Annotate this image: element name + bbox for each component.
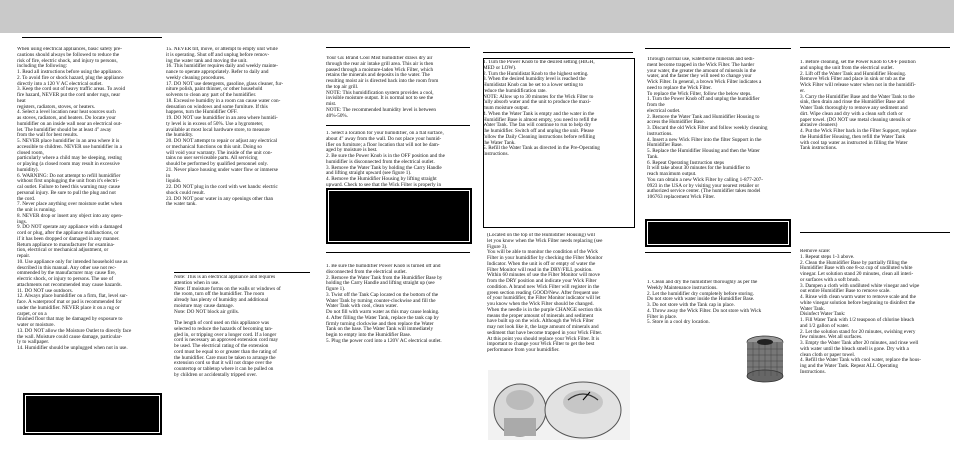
text-line: 1. Turn the Power Knob to the desired setting (HIGH,: [483, 60, 595, 65]
text-line: sink, then drain and rinse the Humidifier Base and: [800, 99, 905, 106]
text-line: 6. WARNING: Do not attempt to refill humidifier: [17, 172, 121, 179]
text-line: 2. Let the humidifier dry completely before storing.: [647, 290, 755, 297]
text-line: cautions should always be followed to reduce the: [17, 51, 120, 58]
text-line: carpet, or on a: [17, 310, 47, 317]
text-line: shock could result.: [166, 189, 206, 196]
text-line: 16. This humidifier requires daily and weekly mainte-: [166, 63, 278, 70]
text-line: important to change your Wick Filter to get the best: [487, 341, 595, 348]
text-line: white vinegar solution before beginning to disinfect the: [800, 299, 916, 306]
text-line: registers, radiators, stoves, or heaters.: [17, 103, 96, 110]
text-line: (Located on the top of the Humidifier Housing) will: [487, 233, 596, 238]
text-line: ommended by the manufacturer may cause fire,: [17, 270, 116, 277]
text-line: Instructions.: [483, 151, 509, 157]
text-line: the Humidifier Housing, then refill the Water Tank: [800, 133, 906, 140]
section-rule: [645, 252, 791, 253]
note-box: [326, 188, 472, 244]
text-line: cord must be equal to or greater than the rating of: [174, 348, 277, 355]
text-line: 10. Use appliance only for intended household use as: [17, 258, 128, 265]
text-line: 1. Be sure the humidifier Power Knob is turned off and: [326, 264, 441, 269]
text-line: and 1/2 gallon of water.: [800, 322, 850, 329]
text-line: 15. NEVER tilt, move, or attempt to empty unit while: [166, 47, 278, 52]
text-line: the humidifier. Care must be taken to arrange the: [174, 354, 276, 361]
text-line: 0923 in the USA or by visiting your nearest retailer or: [647, 182, 760, 189]
text-line: and lifting straight upward (see figure 1).: [326, 170, 412, 177]
text-line: the humidifier. Switch off and unplug the unit. Please: [483, 128, 594, 134]
text-line: in: [166, 172, 171, 179]
text-line: Filter Monitor will read in the DRY/FILL position.: [487, 266, 593, 273]
text-line: sediment that have become trapped in your Wick Filter.: [487, 329, 603, 336]
text-line: or surfaces with a soft brush.: [800, 276, 860, 283]
text-line: mist.: [326, 101, 337, 107]
text-line: gled in, or tripping over a longer cord. If a longer: [174, 331, 277, 338]
text-line: follow the Daily Cleaning instructions before refilling: [483, 133, 596, 140]
text-line: At this point you should replace your Wick Filter. It is: [487, 335, 600, 342]
text-line: moisture may cause damage.: [174, 302, 234, 309]
text-line: ly to wallpaper.: [17, 339, 50, 346]
text-line: tion, electrical or mechanical adjustment, or: [17, 247, 109, 254]
section-rule: [326, 252, 470, 253]
section-rule: [22, 37, 162, 38]
text-line: electric shock, or injury to persons. The use of: [17, 276, 114, 282]
text-line: 3. Keep the cord out of heavy traffic areas. To avoid: [17, 86, 126, 93]
wick-filter-replacement: [647, 57, 793, 201]
text-line: NOTE: This humidification system provides a cool,: [326, 89, 434, 96]
text-line: under the humidifier. NEVER place it on a rug or: [17, 304, 120, 311]
section-rule: [326, 125, 470, 126]
filter-monitor-text: [487, 233, 633, 354]
section-rule: [800, 232, 950, 233]
text-line: 9. DO NOT operate any appliance with a damaged: [17, 224, 123, 231]
safety-instructions-list: [17, 47, 160, 352]
text-line: Return appliance to manufacturer for examina-: [17, 241, 115, 248]
text-line: aged by moisture is best.: [326, 147, 378, 154]
text-line: instructions.: [647, 130, 673, 137]
text-line: with water until the bleach smell is gone. Dry with a: [800, 345, 909, 352]
weekly-cleaning-instructions: [800, 249, 950, 376]
how-it-works-text: [326, 56, 472, 119]
text-line: without first unplugging the unit from it's electri-: [17, 178, 119, 185]
text-line: Do not fill with warm water as this may cause leaking.: [326, 309, 440, 315]
text-line: 13. DO NOT allow the Moisture Outlet to directly face: [17, 327, 132, 334]
text-line: NOTE: Allow up to 30 minutes for the Wick Filter to: [483, 93, 594, 100]
text-line: ing and the Water Tank. Repeat ALL Operating: [800, 363, 898, 369]
text-line: Humidifier Base.: [647, 142, 683, 149]
text-line: will void your warranty. The inside of the unit con-: [166, 149, 273, 156]
text-line: 5. NEVER place humidifier in an area where it is: [17, 138, 120, 144]
text-line: directly into a 120 V AC electrical outlet.: [17, 80, 103, 87]
text-line: liquids.: [166, 178, 182, 185]
text-line: disconnected from the electrical outlet.: [326, 268, 407, 275]
text-line: humidifier is disconnected from the electrical outlet.: [326, 158, 435, 165]
text-line: 1. Before cleaning, set the Power Knob to OFF position: [800, 60, 916, 65]
text-line: Water Tank. The fan will continue to run to help dry: [483, 122, 592, 129]
text-line: paper towel. (DO NOT use metal cleaning utensils or: [800, 116, 911, 123]
text-line: firmly turning clockwise and then replace the Water: [326, 320, 434, 327]
text-line: closed room,: [17, 149, 44, 156]
text-line: tains no user serviceable parts. All servicing: [166, 155, 258, 162]
text-line: the humidity.: [166, 132, 194, 139]
text-line: Remove Wick Filter and place in sink or tub as the: [800, 76, 906, 83]
text-line: 5. Replace the Humidifier Housing and then the Water: [647, 148, 760, 154]
text-line: let you know when the Wick Filter needs replacing (see: [487, 237, 603, 244]
text-line: the cord.: [17, 195, 36, 202]
text-line: 11. DO NOT use outdoors.: [17, 287, 73, 294]
text-line: happens, turn the Humidifier OFF.: [166, 109, 238, 116]
text-line: 2. To avoid fire or shock hazard, plug the appliance: [17, 74, 124, 81]
text-line: It will take about 30 minutes for the humidifier to: [647, 165, 751, 172]
text-line: 3. Remove the Water Tank by holding the Carry Handle: [326, 164, 442, 171]
text-line: Water Tank by turning counter-clockwise and fill the: [326, 297, 436, 304]
text-line: about 4" away from the wall. Do not place your humid-: [326, 135, 442, 142]
text-line: 5. Store in a cool dry location.: [647, 319, 710, 326]
text-line: 4. Remove the Humidifier Housing by lifting straight: [326, 176, 437, 182]
text-line: MED or LOW).: [483, 64, 517, 71]
text-line: 4. Throw away the Wick Filter. Do not store with Wick: [647, 307, 762, 314]
text-line: resulting moist air is directed back into the room from: [326, 78, 439, 84]
text-line: with cool tap water as instructed in filling the Water: [800, 139, 908, 146]
text-line: 1. Clean and dry the humidifier thoroughly as per the: [647, 280, 758, 285]
text-line: condition. A brand new Wick Filter will register in the: [487, 283, 600, 290]
text-line: reduce the humidification rate.: [483, 87, 547, 94]
text-line: risk of fire, electric shock, and injury to persons,: [17, 57, 118, 64]
text-line: by children or accidentally tripped over.: [174, 371, 257, 378]
text-line: The length of cord used on this appliance was: [174, 320, 270, 326]
text-line: 21. Never place housing under water flow or immerse: [166, 166, 278, 173]
text-line: 1. Turn the Power Knob off and unplug the humidifier: [647, 96, 760, 103]
text-line: authorized service center. (The humidifier takes model: [647, 188, 761, 195]
text-line: green section reading GOOD/New. After frequent use: [487, 289, 599, 296]
text-line: 4. Refill the Water Tank with cool water, replace the hous-: [800, 357, 921, 364]
text-line: 19. DO NOT use humidifier in an area where humidi-: [166, 115, 278, 121]
text-line: performance from your humidifier.: [487, 347, 560, 353]
text-line: attention when in use.: [174, 279, 220, 286]
text-line: from the wall for best results.: [17, 132, 79, 139]
text-line: ing the water tank and moving the unit.: [166, 57, 248, 64]
note-box: [645, 219, 791, 247]
text-line: Weekly Maintenance instructions.: [647, 284, 718, 291]
text-line: holding the Carry Handle and lifting straight up (see: [326, 280, 435, 287]
text-line: through the rear air intake grill area. This air is then: [326, 60, 434, 67]
text-line: the top air grill.: [326, 83, 359, 90]
text-line: 4. When the Water Tank is empty and the water in the: [483, 110, 595, 117]
daily-cleaning-instructions: [800, 60, 950, 152]
section-rule: [174, 272, 310, 273]
text-line: 1. Select a location for your humidifier, on a flat surface,: [326, 131, 444, 136]
text-line: passed through a moisture-laden Wick Filter, which: [326, 66, 434, 73]
text-line: cal outlet. Failure to heed this warning may cause: [17, 184, 120, 190]
text-line: Water Tank with cool, clean water.: [326, 303, 398, 310]
text-line: extension cord so that it will not drape over the: [174, 360, 272, 367]
text-line: available at most local hardware store, to measure: [166, 126, 270, 133]
text-line: 1. Repeat steps 1-3 above.: [800, 253, 855, 260]
text-line: attachments not recommended may cause hazards.: [17, 281, 122, 288]
text-line: Filter in place.: [647, 313, 678, 320]
text-line: begin to empty into the Humidifier Base.: [326, 332, 412, 338]
text-line: densation on windows and some furniture. If this: [166, 103, 268, 110]
text-line: heat: [17, 97, 26, 104]
text-line: you know when the Wick Filter should be changed.: [487, 301, 594, 307]
text-line: out entire Humidifier Base to remove scale.: [800, 288, 891, 295]
text-line: To replace the Wick Filter, follow the below steps.: [647, 90, 752, 97]
text-line: Your GE Brand Cool Mist humidifier draws dry air: [326, 56, 433, 61]
text-line: the Water Tank.: [483, 139, 516, 146]
wick-filter-illustration: [745, 335, 785, 383]
text-line: face. A waterproof mat or pad is recommended for: [17, 299, 122, 305]
text-line: Through normal use, waterborne minerals and sedi-: [647, 57, 755, 62]
text-line: need to replace the Wick Filter.: [647, 84, 712, 91]
text-line: 4. After filling the Water Tank, replace the tank cap by: [326, 314, 439, 321]
filling-instructions: [326, 264, 472, 345]
text-line: reach maximum output.: [647, 171, 697, 177]
text-line: fire hazard, NEVER put the cord under rugs, near: [17, 92, 121, 98]
text-line: Humidistat Knob can be set to a lower setting to: [483, 82, 584, 88]
text-line: invisible moisture output. It is normal not to see the: [326, 95, 434, 102]
text-line: 22. DO NOT plug in the cord with wet hands: electric: [166, 184, 278, 190]
text-line: cord or plug, after the appliance malfunctions, or: [17, 230, 119, 236]
text-line: NOTE: The recommended humidity level is between: [326, 106, 436, 113]
text-line: Figure 3).: [487, 243, 508, 250]
section-rule: [326, 47, 470, 48]
text-line: described in this manual. Any other use not rec-: [17, 264, 117, 271]
text-line: Humidifier Base with one 8-oz cup of undiluted white: [800, 265, 913, 272]
text-line: Note: DO NOT block air grills.: [174, 308, 240, 315]
text-line: it is operating. Shut off and unplug before remov-: [166, 51, 270, 58]
text-line: abrasive cleaners): [800, 122, 838, 129]
text-line: 3. When the desired humidity level is reached the: [483, 76, 586, 83]
text-line: Tank.: [647, 153, 659, 160]
text-line: 2. Be sure the Power Knob is in the OFF position and the: [326, 153, 445, 159]
text-line: the room, turn off the humidifier. The room: [174, 291, 265, 298]
text-line: selected to reduce the hazards of becoming tan-: [174, 325, 273, 332]
text-line: as stoves, radiators, and heaters. Do locate your: [17, 115, 116, 121]
text-line: Note: This is an electrical appliance and requires: [174, 275, 276, 280]
text-line: if it has been dropped or damaged in any manner.: [17, 235, 120, 242]
text-line: repair.: [17, 253, 31, 259]
warning-box: [23, 393, 162, 435]
text-line: 3. Carry the Humidifier Base and the Water Tank to the: [800, 93, 915, 100]
text-line: 8. NEVER drop or insert any object into any open-: [17, 212, 123, 219]
text-line: Water Tank.: [800, 305, 826, 312]
pre-operating-instructions: [326, 131, 472, 194]
text-line: 5. Refill the Water Tank as directed in the Pre-Operating: [483, 145, 600, 152]
text-line: your water, the greater the amount of minerals in the: [647, 67, 756, 74]
text-line: water or moisture.: [17, 322, 55, 328]
text-line: dirt. Wipe clean and dry with a clean soft cloth or: [800, 110, 903, 117]
text-line: let. The humidifier should be at least 4" away: [17, 126, 112, 133]
text-line: be used. The electrical rating of the extension: [174, 343, 269, 349]
text-line: 20. DO NOT attempt to repair or adjust any electrical: [166, 138, 278, 144]
text-line: have built up on the wick. Although the Wick Filter: [487, 318, 594, 325]
text-line: may not look like it, the large amount of minerals and: [487, 324, 599, 330]
text-line: figure 1).: [326, 286, 346, 292]
text-line: Tank on the base. The Water Tank will immediately: [326, 326, 434, 333]
text-line: retains the minerals and deposits in the water. The: [326, 72, 430, 79]
text-line: You can obtain a new Wick Filter by calling 1-877-207-: [647, 176, 764, 183]
text-line: accessible to children. NEVER use humidifier in a: [17, 143, 122, 150]
text-line: Do not store with water inside the Humidifier Base.: [647, 296, 755, 303]
text-line: particularly where a child may be sleeping, resting: [17, 155, 122, 162]
text-line: 2. Remove the Water Tank from the Humidifier Base by: [326, 274, 443, 281]
header-band: [0, 0, 954, 33]
text-line: few minutes. Wet all surfaces.: [800, 334, 863, 341]
text-line: 14. Humidifier should be unplugged when not in use.: [17, 345, 128, 351]
text-line: from the DRY position and indicate your Wick Filter: [487, 278, 597, 284]
text-line: 2. Lift off the Water Tank and Humidifier Housing.: [800, 70, 907, 77]
text-line: or playing (a closed room may result in excessive: [17, 161, 120, 167]
text-line: 4. Insert a new Wick Filter into the filter Support in the: [647, 136, 762, 143]
text-line: the wall. Moisture could cause damage, particular-: [17, 333, 123, 340]
text-line: clean cloth or paper towel.: [800, 351, 856, 358]
text-line: means the proper amount of minerals and sediment: [487, 312, 594, 319]
text-line: Within 60 minutes of use the Filter Monitor will move: [487, 272, 600, 279]
text-line: 18. Excessive humidity in a room can cause water con-: [166, 97, 281, 104]
section-rule: [645, 48, 791, 49]
text-line: 3. Discard the old Wick Filter and follow weekly cleaning: [647, 125, 768, 131]
text-line: 2. Remove the Water Tank and Humidifier Housing to: [647, 113, 760, 120]
text-line: 4. Rinse with clean warm water to remove scale and the: [800, 294, 916, 300]
operating-box: [483, 58, 635, 228]
text-line: 6. Repeat Operating Instruction steps: [647, 159, 725, 166]
text-line: Tank instructions.: [800, 145, 838, 152]
text-line: 3. Do not store with the Tank cap in place.: [647, 302, 735, 308]
text-line: or mechanical functions on this unit. Doing so: [166, 143, 262, 150]
storage-instructions: [647, 280, 793, 326]
text-line: 17. DO NOT use detergents, gasoline, glass cleaner, fur-: [166, 80, 284, 87]
text-line: and unplug the unit from the electrical outlet.: [800, 64, 894, 71]
text-line: niture polish, paint thinner, or other household: [166, 86, 263, 93]
text-line: ty level is in excess of 50%. Use a hygrometer,: [166, 120, 264, 127]
text-line: 2. Let the solution stand for 20 minutes, swishing every: [800, 328, 916, 335]
safety-instructions-continued: [166, 47, 308, 208]
humidifier-filter-monitor-illustration: [488, 370, 630, 440]
text-line: Filter in your humidifier by checking the Filter Monitor: [487, 255, 603, 261]
text-line: access the Humidifier Base.: [647, 119, 705, 126]
text-line: er.: [800, 87, 806, 94]
text-line: Wick Filter will release water when not in the humidifi-: [800, 82, 916, 88]
section-rule: [483, 52, 633, 53]
text-line: 5. Plug the power cord into a 120V AC electrical outlet.: [326, 337, 442, 344]
text-line: vinegar. Let solution stand 20 minutes, clean all interi-: [800, 271, 914, 277]
text-line: including the following:: [17, 63, 68, 70]
text-line: Disinfect Water Tank:: [800, 311, 846, 318]
text-line: the water tank.: [166, 201, 197, 208]
text-line: ment become trapped in the Wick Filter. The harder: [647, 61, 755, 68]
text-line: ings.: [17, 218, 27, 225]
text-line: water, and the faster they will need to change your: [647, 73, 752, 80]
text-line: should be performed by qualified personnel only.: [166, 161, 269, 167]
text-line: 4. Select a level location near heat sources such: [17, 109, 116, 116]
text-line: mum moisture output.: [483, 105, 529, 111]
text-line: humidifier on an inside wall near an electrical out-: [17, 120, 122, 127]
text-line: already has plenty of humidity and additional: [174, 297, 269, 303]
text-line: Indicator. When the unit is off or empty of water the: [487, 260, 596, 267]
text-line: cord is necessary an approved extension cord may: [174, 337, 279, 344]
text-line: finished floor that may be damaged by exposure to: [17, 316, 123, 323]
text-line: 3. Empty the Water Tank after 20 minutes, and rinse well: [800, 340, 919, 346]
text-line: 1. Fill Water Tank with 1/2 teaspoon of chlorine bleach: [800, 317, 915, 323]
text-line: Note: If moisture forms on the walls or windows of: [174, 285, 281, 292]
text-line: 2. Clean the Humidifier Base by partially filling the: [800, 259, 908, 266]
text-line: Remove scale:: [800, 249, 831, 254]
text-line: 106763 replacement Wick Filter.: [647, 194, 715, 200]
text-line: upward. Check to see that the Wick Filter is properly in: [326, 181, 442, 188]
text-line: 7. Never place anything over moisture outlet when: [17, 201, 123, 208]
text-line: nance to operate appropriately. Refer to daily and: [166, 69, 269, 75]
text-line: 3. Twist off the Tank Cap located on the bottom of the: [326, 291, 439, 298]
text-line: 2. Turn the Humidistat Knob to the highest setting.: [483, 70, 589, 77]
text-line: When the needle is in the purple CHANGE section this: [487, 306, 602, 313]
text-line: electrical outlet.: [647, 107, 681, 114]
text-line: countertop or tabletop where it can be pulled on: [174, 366, 274, 372]
text-line: When using electrical appliances, basic safety pre-: [17, 47, 122, 52]
notes-and-cord-text: [174, 275, 306, 379]
text-line: of your humidifier, the Filter Monitor indicator will let: [487, 295, 601, 302]
text-line: humidity).: [17, 166, 39, 173]
text-line: the unit is running.: [17, 207, 57, 213]
text-line: 4. Put the Wick Filter back in the Filter Support, replace: [800, 128, 917, 134]
text-line: solvents to clean any part of the humidifier.: [166, 92, 257, 98]
text-line: personal injury. Be sure to pull the plug and not: [17, 189, 116, 196]
text-line: fully absorb water and the unit to produce the maxi-: [483, 99, 591, 106]
section-rule: [800, 47, 950, 48]
text-line: Instructions.: [800, 368, 826, 375]
text-line: 12. Always place humidifier on a firm, flat, level sur-: [17, 293, 128, 300]
text-line: 3. Dampen a cloth with undiluted white vinegar and wipe: [800, 282, 920, 289]
text-line: 40%-50%.: [326, 112, 349, 119]
text-line: Humidifier Base is almost empty, you need to refill the: [483, 116, 598, 123]
text-line: ifier on furniture; a floor location that will not be dam-: [326, 141, 440, 148]
text-line: 1. Read all instructions before using the appliance.: [17, 69, 123, 75]
text-line: Wick Filter. In general, a brown Wick Filter indicates a: [647, 79, 762, 85]
text-line: Water Tank thoroughly to remove any sediment and: [800, 105, 908, 111]
text-line: 23. DO NOT pour water in any openings other than: [166, 195, 274, 202]
text-line: You will be able to monitor the condition of the Wick: [487, 249, 598, 256]
text-line: from the: [647, 102, 665, 108]
text-line: weekly cleaning procedures.: [166, 74, 226, 81]
